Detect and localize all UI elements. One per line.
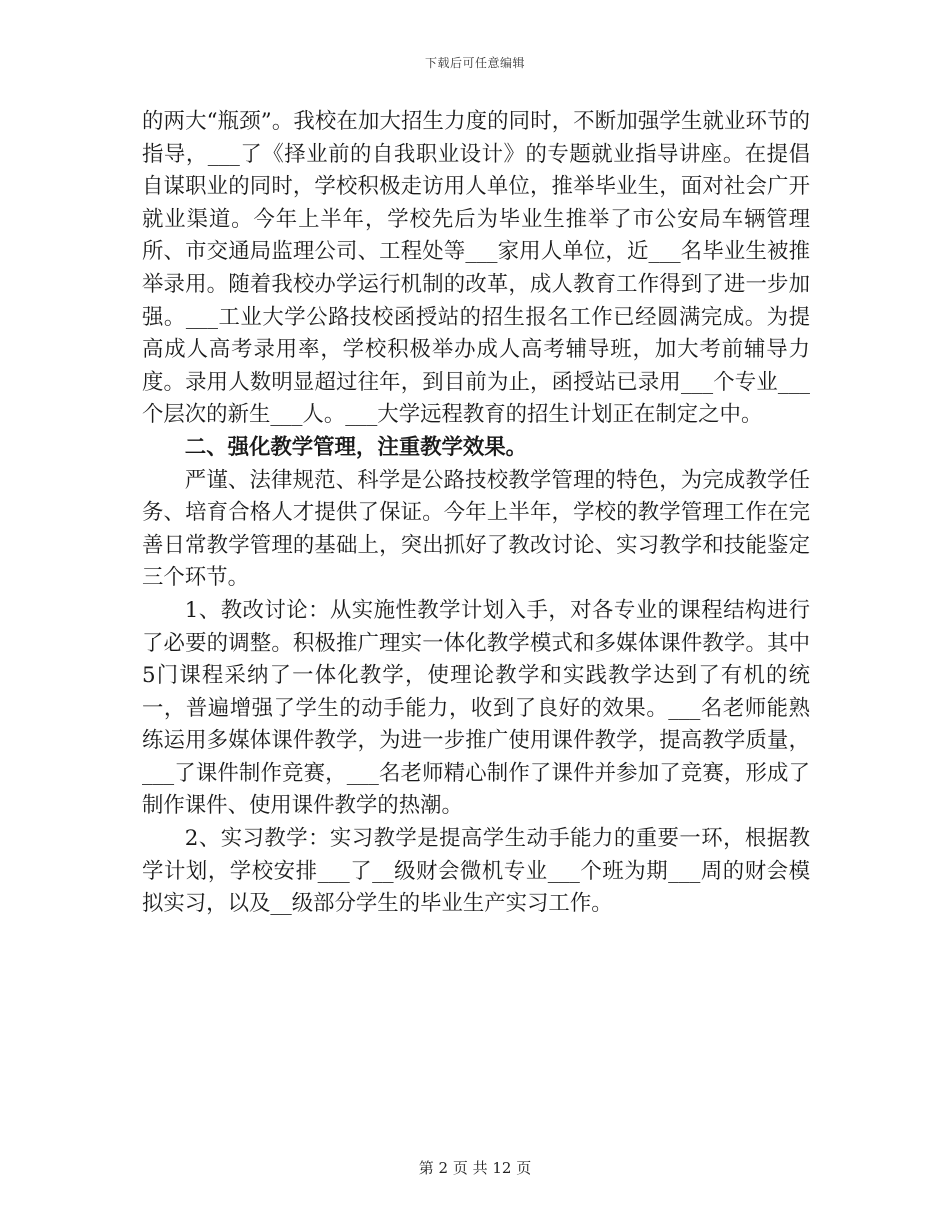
document-body xyxy=(142,106,810,921)
paragraph-enrollment-employment: 的两大“瓶颈”。我校在加大招生力度的同时，不断加强学生就业环节的指导，___了《择业前的自我职业设计》的专题就业指导讲座。在提倡自谋职业的同时，学校积极走访用人单位，推举毕业生，面对社会广开就业渠道。今年上半年，学校先后为毕业生推举了市公安局车辆管理所、市交通局监理公司、工程处等___家用人单位，近___名毕业生被推举录用。随着我校办学运行机制的改革，成人教育工作得到了进一步加强。___工业大学公路技校函授站的招生报名工作已经圆满完成。为提高成人高考录用率，学校积极举办成人高考辅导班，加大考前辅导力度。录用人数明显超过往年，到目前为止，函授站已录用___个专业___个层次的新生___人。___大学远程教育的招生计划正在制定之中。 xyxy=(142,109,810,428)
page-number: 第 2 页 共 12 页 xyxy=(418,1159,532,1177)
page-header-note: 下载后可任意编辑 xyxy=(424,56,525,70)
section-heading-teaching-management: 二、强化教学管理，注重教学效果。 xyxy=(184,434,528,460)
paragraph-teaching-management: 严谨、法律规范、科学是公路技校教学管理的特色，为完成教学任务、培育合格人才提供了保证。今年上半年，学校的教学管理工作在完善日常教学管理的基础上，突出抓好了教改讨论、实习教学和技能鉴定三个环节。 xyxy=(142,467,810,591)
paragraph-practice-teaching: 2、实习教学：实习教学是提高学生动手能力的重要一环，根据教学计划，学校安排___了__级财会微机专业___个班为期___周的财会模拟实习，以及__级部分学生的毕业生产实习工作。 xyxy=(142,826,810,917)
paragraph-teaching-reform: 1、教改讨论：从实施性教学计划入手，对各专业的课程结构进行了必要的调整。积极推广理实一体化教学模式和多媒体课件教学。其中5门课程采纳了一体化教学，使理论教学和实践教学达到了有机的统一，普遍增强了学生的动手能力，收到了良好的效果。___名老师能熟练运用多媒体课件教学，为进一步推广使用课件教学，提高教学质量，___了课件制作竞赛，___名老师精心制作了课件并参加了竞赛，形成了制作课件、使用课件教学的热潮。 xyxy=(142,597,810,819)
